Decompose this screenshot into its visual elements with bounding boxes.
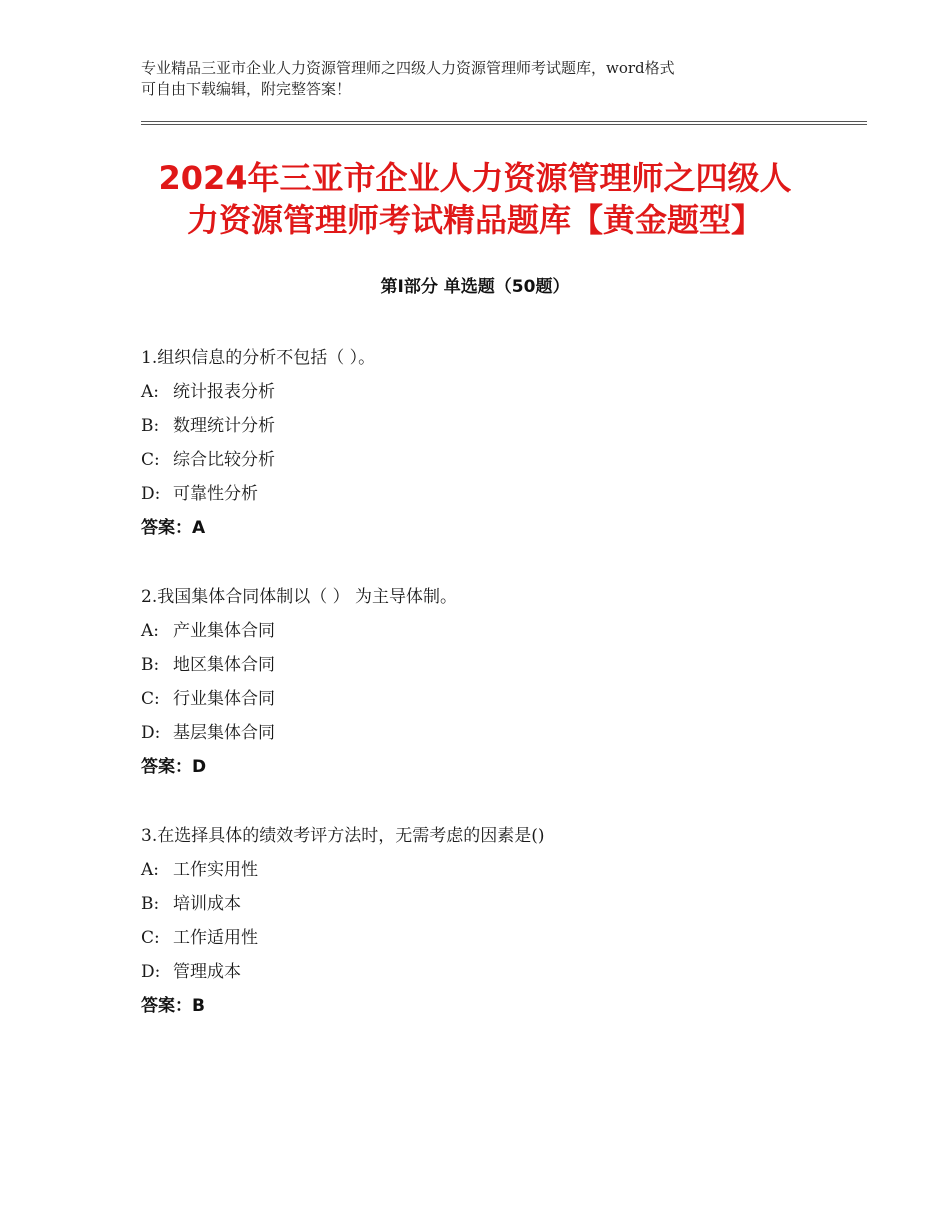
option-a (141, 614, 841, 648)
option-letter: A: (141, 382, 160, 402)
option-d (141, 477, 841, 511)
option-text: 数理统计分析 (173, 416, 275, 436)
question-stem: 2.我国集体合同体制以（ ） 为主导体制。 (141, 587, 458, 607)
option-text: 地区集体合同 (173, 655, 275, 675)
option-text: 培训成本 (173, 894, 241, 914)
question-2 (141, 580, 841, 784)
option-text: 统计报表分析 (173, 382, 275, 402)
header-note (141, 58, 811, 100)
option-text: 工作适用性 (173, 928, 258, 948)
question-stem: 3.在选择具体的绩效考评方法时，无需考虑的因素是() (141, 826, 545, 846)
answer-label: 答案：B (141, 996, 205, 1016)
option-letter: A: (141, 860, 160, 880)
option-c (141, 921, 841, 955)
option-d (141, 716, 841, 750)
option-text: 管理成本 (173, 962, 241, 982)
option-text: 行业集体合同 (173, 689, 275, 709)
title-line-2: 力资源管理师考试精品题库【黄金题型】 (186, 201, 763, 239)
option-c (141, 443, 841, 477)
question-stem: 1.组织信息的分析不包括（ ）。 (141, 348, 376, 368)
option-d (141, 955, 841, 989)
option-text: 工作实用性 (173, 860, 258, 880)
option-c (141, 682, 841, 716)
option-text: 产业集体合同 (173, 621, 275, 641)
option-text: 综合比较分析 (173, 450, 275, 470)
option-b (141, 887, 841, 921)
option-a (141, 375, 841, 409)
option-letter: B: (141, 655, 160, 675)
option-a (141, 853, 841, 887)
header-note-line-2: 可自由下载编辑，附完整答案！ (141, 80, 352, 98)
option-text: 可靠性分析 (173, 484, 258, 504)
option-letter: C: (141, 689, 160, 709)
option-b (141, 409, 841, 443)
answer-label: 答案：D (141, 757, 207, 777)
option-letter: B: (141, 894, 160, 914)
option-text: 基层集体合同 (173, 723, 275, 743)
title-line-1: 2024年三亚市企业人力资源管理师之四级人 (158, 159, 792, 197)
answer-label: 答案：A (141, 518, 206, 538)
option-letter: D: (141, 484, 161, 504)
option-letter: C: (141, 450, 160, 470)
section-heading: 第Ⅰ部分 单选题（50题） (380, 277, 570, 297)
option-letter: A: (141, 621, 160, 641)
option-letter: D: (141, 723, 161, 743)
option-letter: B: (141, 416, 160, 436)
question-1 (141, 341, 841, 545)
header-divider (141, 121, 867, 125)
option-letter: D: (141, 962, 161, 982)
option-letter: C: (141, 928, 160, 948)
document-title (110, 157, 840, 241)
header-note-line-1: 专业精品三亚市企业人力资源管理师之四级人力资源管理师考试题库，word格式 (141, 59, 675, 77)
question-3 (141, 819, 841, 1023)
option-b (141, 648, 841, 682)
